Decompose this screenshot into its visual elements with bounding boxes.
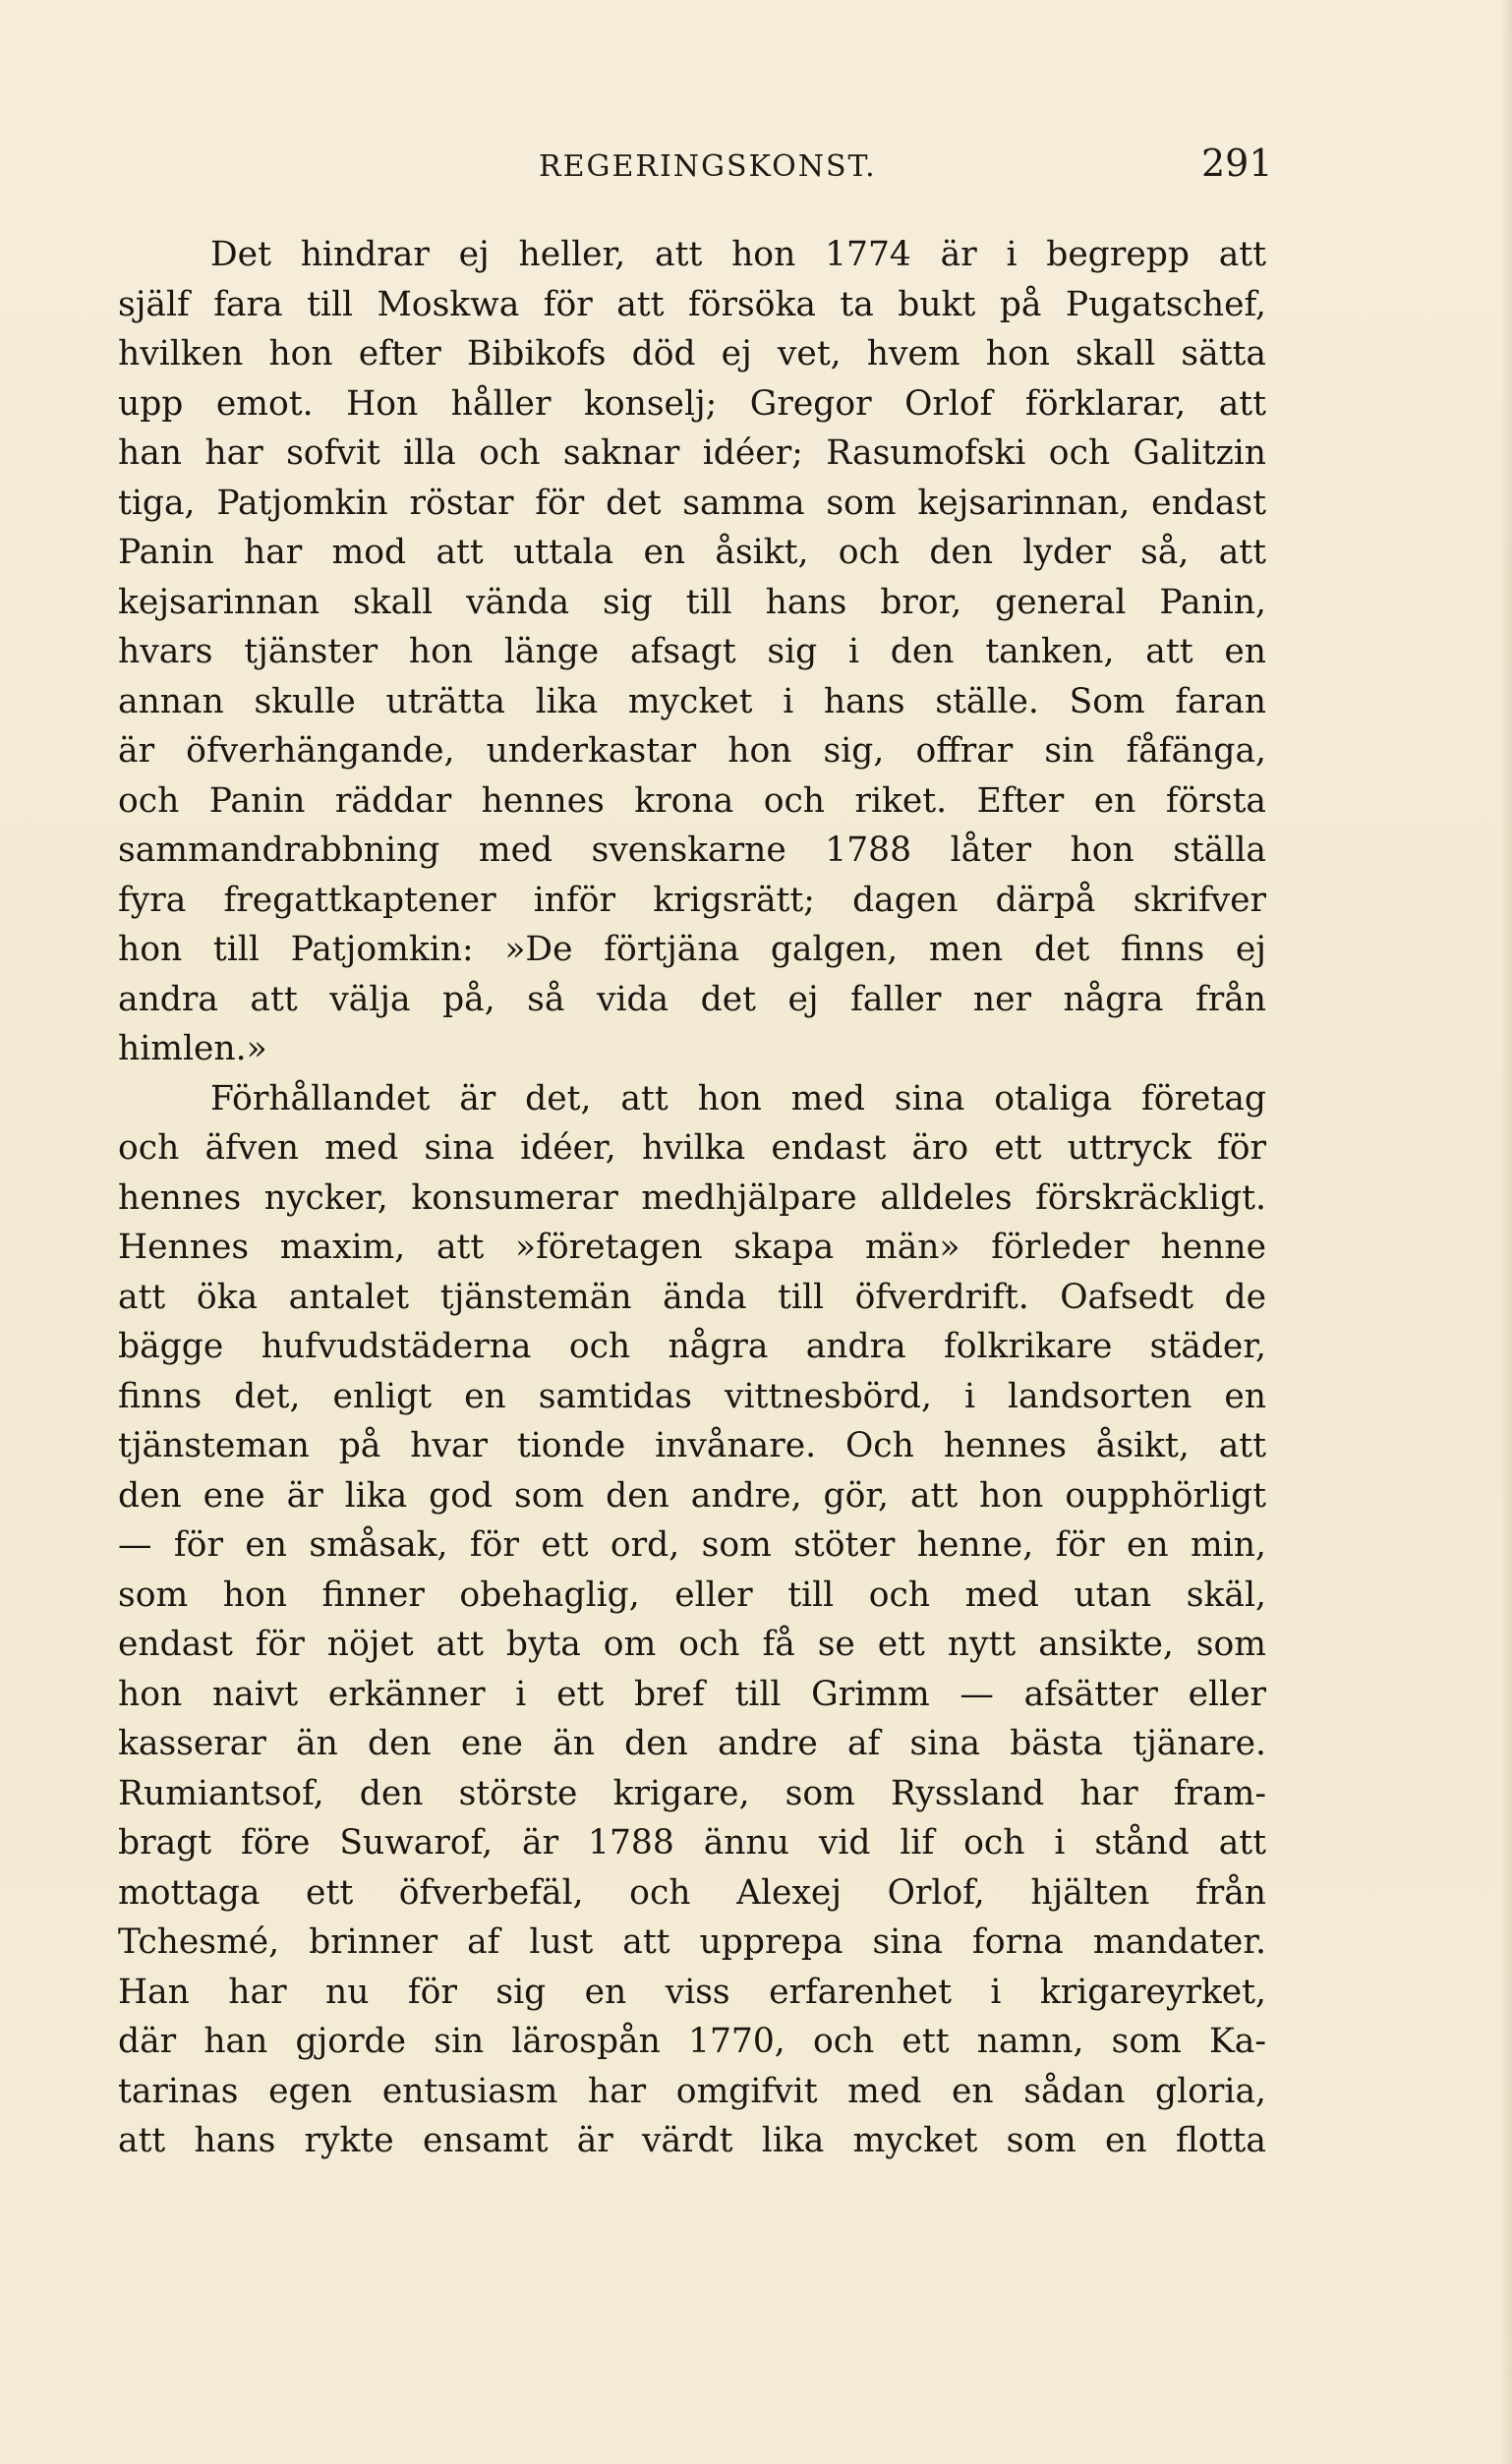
- text-line: hvilken hon efter Bibikofs död ej vet, hvem hon skall sätta: [118, 334, 1266, 373]
- text-line: himlen.»: [118, 1029, 267, 1068]
- text-line: kasserar än den ene än den andre af sina bästa tjänare.: [118, 1724, 1266, 1763]
- text-line: tarinas egen entusiasm har omgifvit med en sådan gloria,: [118, 2071, 1266, 2111]
- text-line: där han gjorde sin lärospån 1770, och ett namn, som Ka-: [118, 2022, 1266, 2061]
- text-line: andra att välja på, så vida det ej faller ner några från: [118, 979, 1266, 1019]
- text-line: Tchesmé, brinner af lust att upprepa sina forna mandater.: [118, 1922, 1266, 1962]
- text-line: den ene är lika god som den andre, gör, att hon oupphörligt: [118, 1475, 1266, 1516]
- text-line: att öka antalet tjänstemän ända till öfverdrift. Oafsedt de: [118, 1277, 1266, 1317]
- text-line: finns det, enligt en samtidas vittnesbörd, i landsorten en: [118, 1376, 1266, 1416]
- text-line: — för en småsak, för ett ord, som stöter henne, för en min,: [118, 1525, 1266, 1565]
- text-line: och Panin räddar hennes krona och riket. Efter en första: [118, 780, 1266, 821]
- text-line: bragt före Suwarof, är 1788 ännu vid lif och i stånd att: [118, 1823, 1266, 1862]
- text-line: är öfverhängande, underkastar hon sig, offrar sin fåfänga,: [118, 731, 1266, 771]
- text-line: Han har nu för sig en viss erfarenhet i krigareyrket,: [118, 1972, 1266, 2012]
- text-line: kejsarinnan skall vända sig till hans bror, general Panin,: [118, 582, 1266, 622]
- text-line: upp emot. Hon håller konselj; Gregor Orlof förklarar, att: [118, 383, 1266, 424]
- text-line: sammandrabbning med svenskarne 1788 låter hon ställa: [118, 831, 1266, 870]
- text-line: själf fara till Moskwa för att försöka ta bukt på Pugatschef,: [118, 284, 1266, 324]
- text-line: Rumiantsof, den störste krigare, som Ryssland har fram-: [118, 1773, 1266, 1813]
- text-line: Förhållandet är det, att hon med sina otaliga företag: [210, 1078, 1266, 1118]
- page-number: 291: [1201, 142, 1273, 185]
- text-line: annan skulle uträtta lika mycket i hans ställe. Som faran: [118, 681, 1266, 721]
- text-line: endast för nöjet att byta om och få se ett nytt ansikte, som: [118, 1625, 1266, 1664]
- text-line: Panin har mod att uttala en åsikt, och den lyder så, att: [118, 533, 1266, 572]
- text-line: tiga, Patjomkin röstar för det samma som kejsarinnan, endast: [118, 483, 1266, 523]
- page-edge-shadow: [1500, 0, 1512, 2464]
- text-line: hon naivt erkänner i ett bref till Grimm — afsätter eller: [118, 1674, 1266, 1714]
- text-line: Hennes maxim, att »företagen skapa män» förleder henne: [118, 1228, 1266, 1267]
- running-head-title: REGERINGSKONST.: [539, 149, 877, 184]
- text-line: fyra fregattkaptener inför krigsrätt; dagen därpå skrifver: [118, 880, 1266, 920]
- text-line: hennes nycker, konsumerar medhjälpare alldeles förskräckligt.: [118, 1177, 1266, 1218]
- text-line: bägge hufvudstäderna och några andra folkrikare städer,: [118, 1327, 1266, 1366]
- text-line: som hon finner obehaglig, eller till och med utan skäl,: [118, 1575, 1266, 1615]
- text-line: mottaga ett öfverbefäl, och Alexej Orlof, hjälten från: [118, 1872, 1266, 1913]
- text-line: hvars tjänster hon länge afsagt sig i den tanken, att en: [118, 632, 1266, 671]
- text-line: och äfven med sina idéer, hvilka endast äro ett uttryck för: [118, 1128, 1266, 1168]
- text-line: Det hindrar ej heller, att hon 1774 är i begrepp att: [210, 235, 1266, 274]
- text-line: tjänsteman på hvar tionde invånare. Och hennes åsikt, att: [118, 1426, 1266, 1465]
- text-line: hon till Patjomkin: »De förtjäna galgen, men det finns ej: [118, 930, 1266, 969]
- text-line: han har sofvit illa och saknar idéer; Rasumofski och Galitzin: [118, 433, 1266, 473]
- body-text: [118, 230, 1266, 2166]
- text-line: att hans rykte ensamt är värdt lika mycket som en flotta: [118, 2121, 1266, 2160]
